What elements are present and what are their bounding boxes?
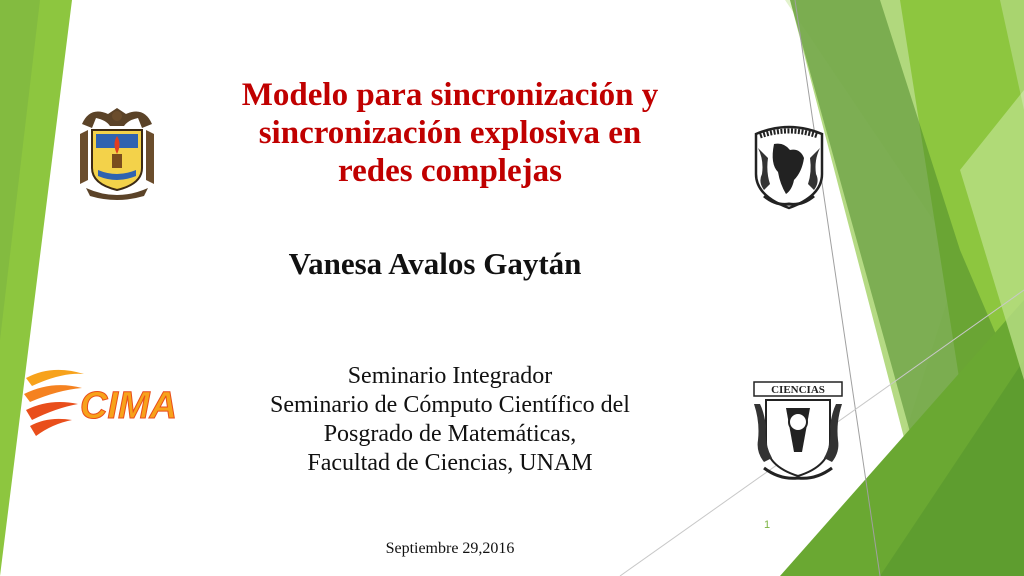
title-line: redes complejas: [338, 153, 562, 189]
author-name: Vanesa Avalos Gaytán: [288, 246, 582, 281]
info-line: Facultad de Ciencias, UNAM: [307, 450, 593, 476]
cima-logo-text: CIMA: [80, 385, 178, 427]
info-line: Seminario Integrador: [347, 363, 553, 389]
cima-logo-icon: [22, 364, 188, 440]
seminar-info: [190, 362, 710, 478]
slide-title: [170, 76, 730, 190]
eagle-shield-emblem-icon: [78, 104, 156, 200]
ciencias-banner-text: CIENCIAS: [771, 384, 825, 396]
title-line: sincronización explosiva en: [258, 115, 642, 151]
presentation-date: Septiembre 29,2016: [385, 540, 515, 557]
unam-crest-icon: [750, 124, 828, 210]
info-line: Posgrado de Matemáticas,: [323, 421, 577, 447]
ciencias-crest-icon: [750, 378, 846, 482]
info-line: Seminario de Cómputo Científico del: [270, 392, 630, 418]
title-line: Modelo para sincronización y: [241, 77, 659, 113]
slide-number: 1: [763, 519, 771, 531]
